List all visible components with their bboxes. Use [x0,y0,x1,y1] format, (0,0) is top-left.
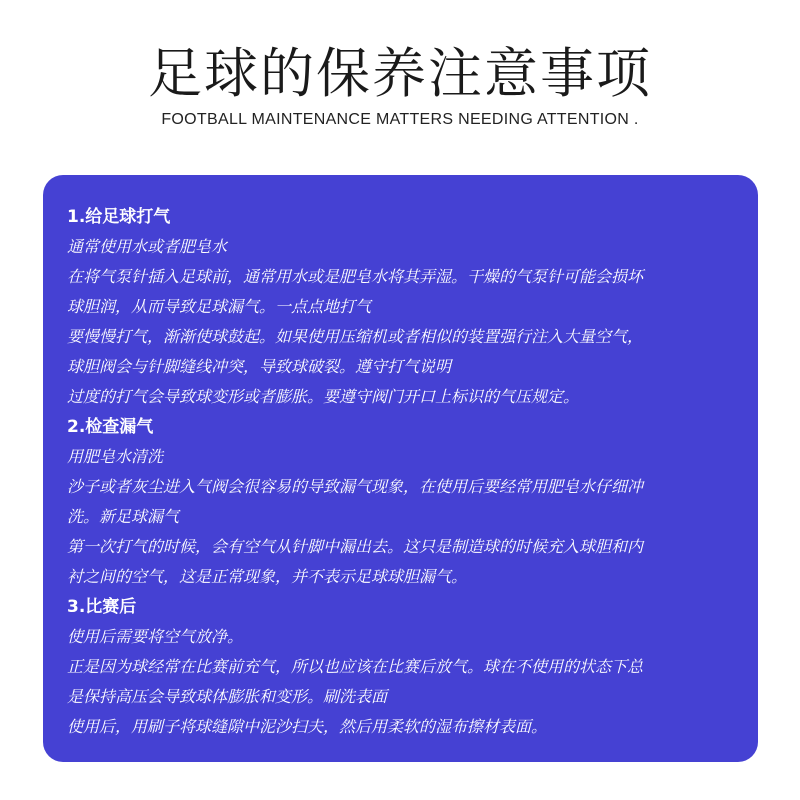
section-line: 衬之间的空气，这是正常现象，并不表示足球球胆漏气。 [67,567,468,586]
section-line: 正是因为球经常在比赛前充气，所以也应该在比赛后放气。球在不使用的状态下总 [67,657,644,676]
section-line: 是保持高压会导致球体膨胀和变形。刷洗表面 [67,687,388,706]
section-inflation [67,202,738,412]
section-line: 在将气泵针插入足球前，通常用水或是肥皂水将其弄湿。干燥的气泵针可能会损坏 [67,267,644,286]
section-leak-check [67,412,738,592]
section-line: 使用后，用刷子将球缝隙中泥沙扫夫，然后用柔软的湿布擦材表面。 [67,717,548,736]
section-line: 用肥皂水清洗 [67,447,164,466]
section-heading: 1.给足球打气 [67,207,171,227]
section-heading: 3.比赛后 [67,597,137,617]
section-line: 过度的打气会导致球变形或者膨胀。要遵守阀门开口上标识的气压规定。 [67,387,580,406]
section-heading: 2.检查漏气 [67,417,154,437]
page-title: 足球的保养注意事项 [148,42,652,105]
section-line: 沙子或者灰尘进入气阀会很容易的导致漏气现象，在使用后要经常用肥皂水仔细冲 [67,477,644,496]
section-line: 球胆润，从而导致足球漏气。一点点地打气 [67,297,372,316]
section-line: 使用后需要将空气放净。 [67,627,244,646]
section-line: 洗。新足球漏气 [67,507,180,526]
maintenance-card [43,175,758,762]
section-line: 要慢慢打气，渐渐使球鼓起。如果使用压缩机或者相似的装置强行注入大量空气， [67,327,644,346]
section-line: 第一次打气的时候，会有空气从针脚中漏出去。这只是制造球的时候充入球胆和内 [67,537,644,556]
page-subtitle: FOOTBALL MAINTENANCE MATTERS NEEDING ATTENTION . [161,111,639,128]
section-line: 球胆阀会与针脚缝线冲突，导致球破裂。遵守打气说明 [67,357,452,376]
section-line: 通常使用水或者肥皂水 [67,237,228,256]
section-after-match [67,592,738,742]
